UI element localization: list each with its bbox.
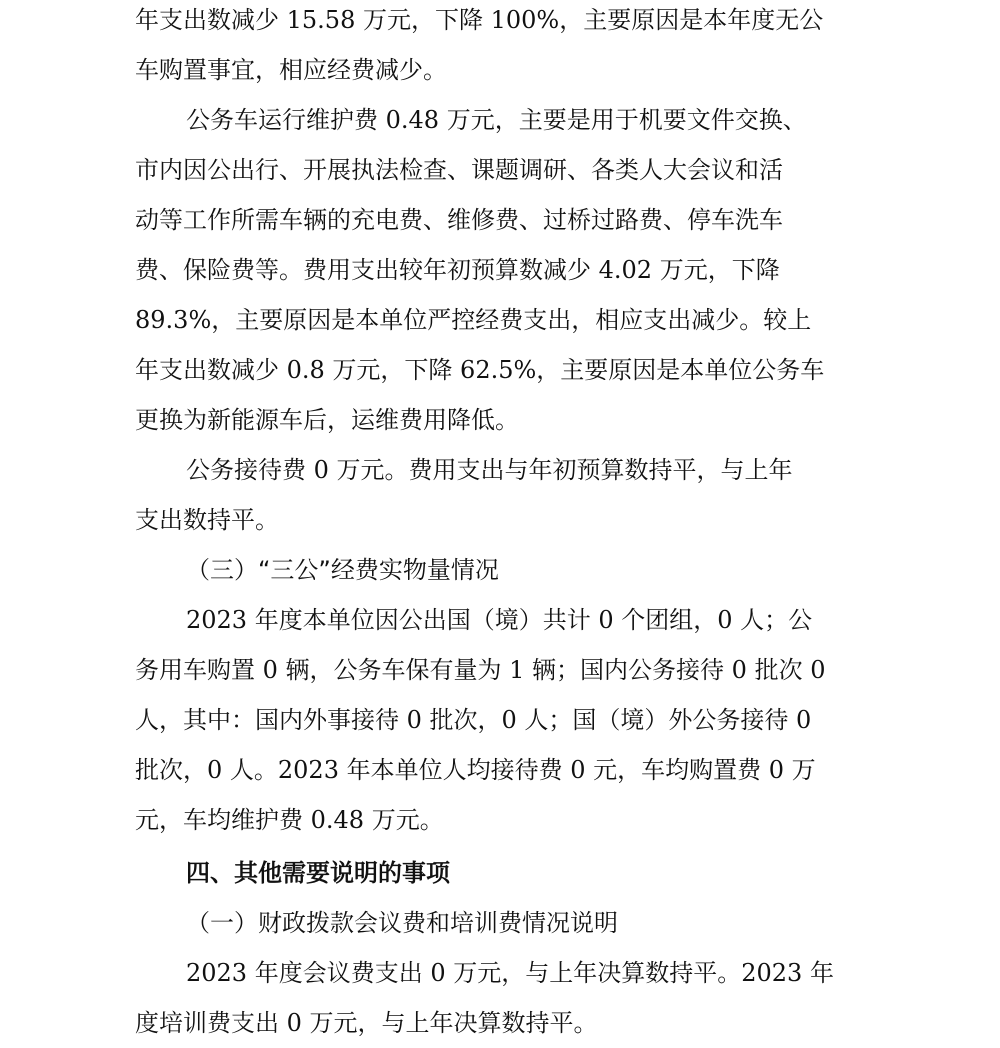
paragraph-line: 2023 年度会议费支出 0 万元，与上年决算数持平。2023 年	[186, 959, 834, 987]
paragraph-line: 动等工作所需车辆的充电费、维修费、过桥过路费、停车洗车	[135, 206, 783, 234]
paragraph-line: 更换为新能源车后，运维费用降低。	[135, 406, 519, 434]
paragraph-line: 支出数持平。	[135, 506, 279, 534]
paragraph-line: 公务接待费 0 万元。费用支出与年初预算数持平，与上年	[186, 456, 793, 484]
paragraph-line: 年支出数减少 0.8 万元，下降 62.5%，主要原因是本单位公务车	[135, 356, 825, 384]
paragraph-line: 度培训费支出 0 万元，与上年决算数持平。	[135, 1009, 598, 1037]
paragraph-line: 2023 年度本单位因公出国（境）共计 0 个团组，0 人；公	[186, 606, 813, 634]
paragraph-line: 市内因公出行、开展执法检查、课题调研、各类人大会议和活	[135, 156, 783, 184]
paragraph-line: 公务车运行维护费 0.48 万元，主要是用于机要文件交换、	[186, 106, 807, 134]
paragraph-line: 元，车均维护费 0.48 万元。	[135, 806, 444, 834]
paragraph-line: 费、保险费等。费用支出较年初预算数减少 4.02 万元，下降	[135, 256, 780, 284]
paragraph-line: 批次，0 人。2023 年本单位人均接待费 0 元，车均购置费 0 万	[135, 756, 816, 784]
paragraph-line: 89.3%，主要原因是本单位严控经费支出，相应支出减少。较上	[135, 306, 812, 334]
paragraph-line: 人，其中：国内外事接待 0 批次，0 人；国（境）外公务接待 0	[135, 706, 812, 734]
section-heading: 四、其他需要说明的事项	[186, 859, 450, 887]
section-heading: （三）“三公”经费实物量情况	[186, 556, 499, 584]
paragraph-line: 务用车购置 0 辆，公务车保有量为 1 辆；国内公务接待 0 批次 0	[135, 656, 826, 684]
paragraph-line: 车购置事宜，相应经费减少。	[135, 56, 447, 84]
subsection-heading: （一）财政拨款会议费和培训费情况说明	[186, 909, 618, 937]
paragraph-line: 年支出数减少 15.58 万元，下降 100%，主要原因是本年度无公	[135, 6, 824, 34]
